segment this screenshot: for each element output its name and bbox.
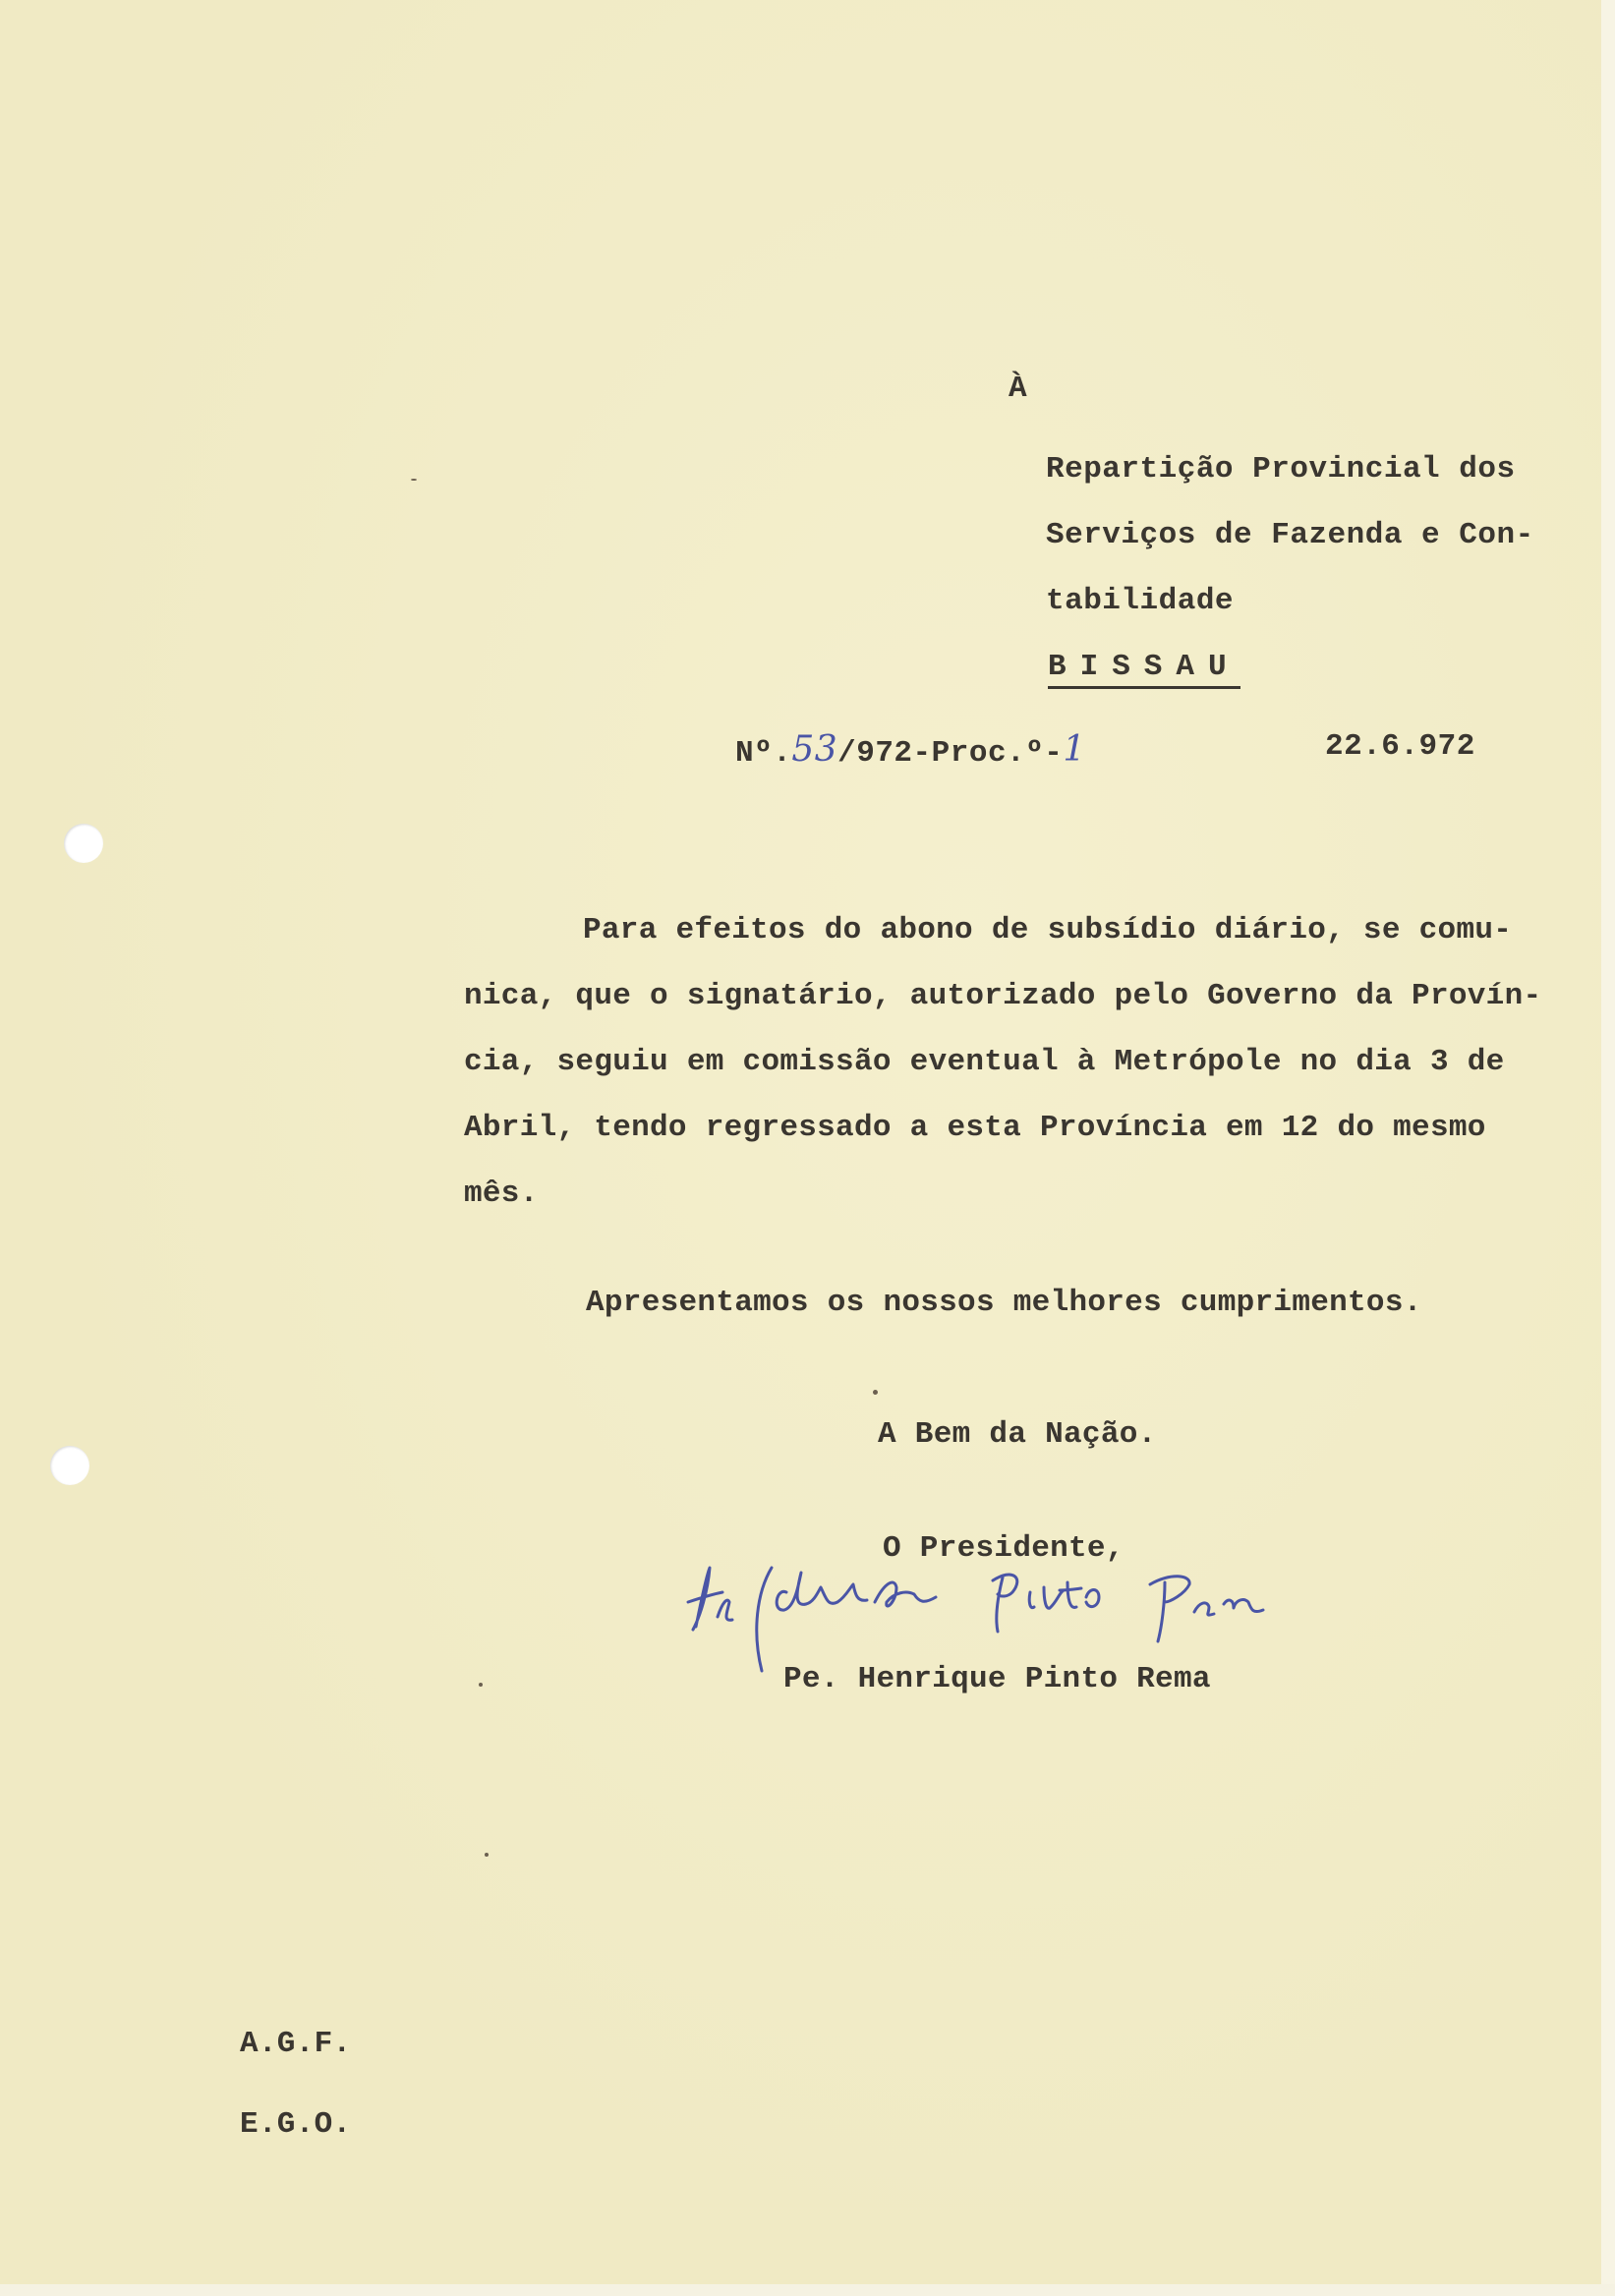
page-edge-bottom [0,2284,1615,2296]
paper-speck [873,1390,878,1395]
body-line-3: cia, seguiu em comissão eventual à Metrópole no dia 3 de [464,1045,1505,1079]
signature-image [678,1533,1406,1681]
addressee-line-3: tabilidade [1046,584,1235,618]
reference-proc-handwritten: 1 [1063,729,1086,770]
paper-speck [479,1683,483,1687]
reference-prefix: Nº. [735,736,792,771]
body-line-1: Para efeitos do abono de subsídio diário, se comu- [583,913,1513,947]
reference-line [735,729,1086,771]
reference-middle: /972-Proc.º- [837,736,1064,771]
addressee-line-1: Repartição Provincial dos [1046,452,1516,487]
punch-hole-top [64,824,103,863]
salutation: A Bem da Nação. [878,1417,1157,1452]
closing-line: Apresentamos os nossos melhores cumprimentos. [586,1286,1422,1320]
addressee-city: BISSAU [1048,650,1240,684]
addressee-prefix: À [1009,372,1028,406]
signatory-name: Pe. Henrique Pinto Rema [783,1662,1211,1696]
paper-speck [485,1853,489,1857]
body-line-5: mês. [464,1177,539,1211]
reference-number-handwritten: 53 [791,729,838,770]
initials-1: A.G.F. [240,2027,352,2061]
reference-date: 22.6.972 [1325,729,1475,764]
punch-hole-bottom [50,1446,89,1485]
signatory-title: O Presidente, [883,1531,1125,1566]
addressee-line-2: Serviços de Fazenda e Con- [1046,518,1534,552]
initials-2: E.G.O. [240,2107,352,2142]
body-line-2: nica, que o signatário, autorizado pelo Governo da Provín- [464,979,1542,1013]
paper-speck [411,479,417,481]
page-edge-right [1601,0,1615,2296]
body-line-4: Abril, tendo regressado a esta Província em 12 do mesmo [464,1111,1486,1145]
